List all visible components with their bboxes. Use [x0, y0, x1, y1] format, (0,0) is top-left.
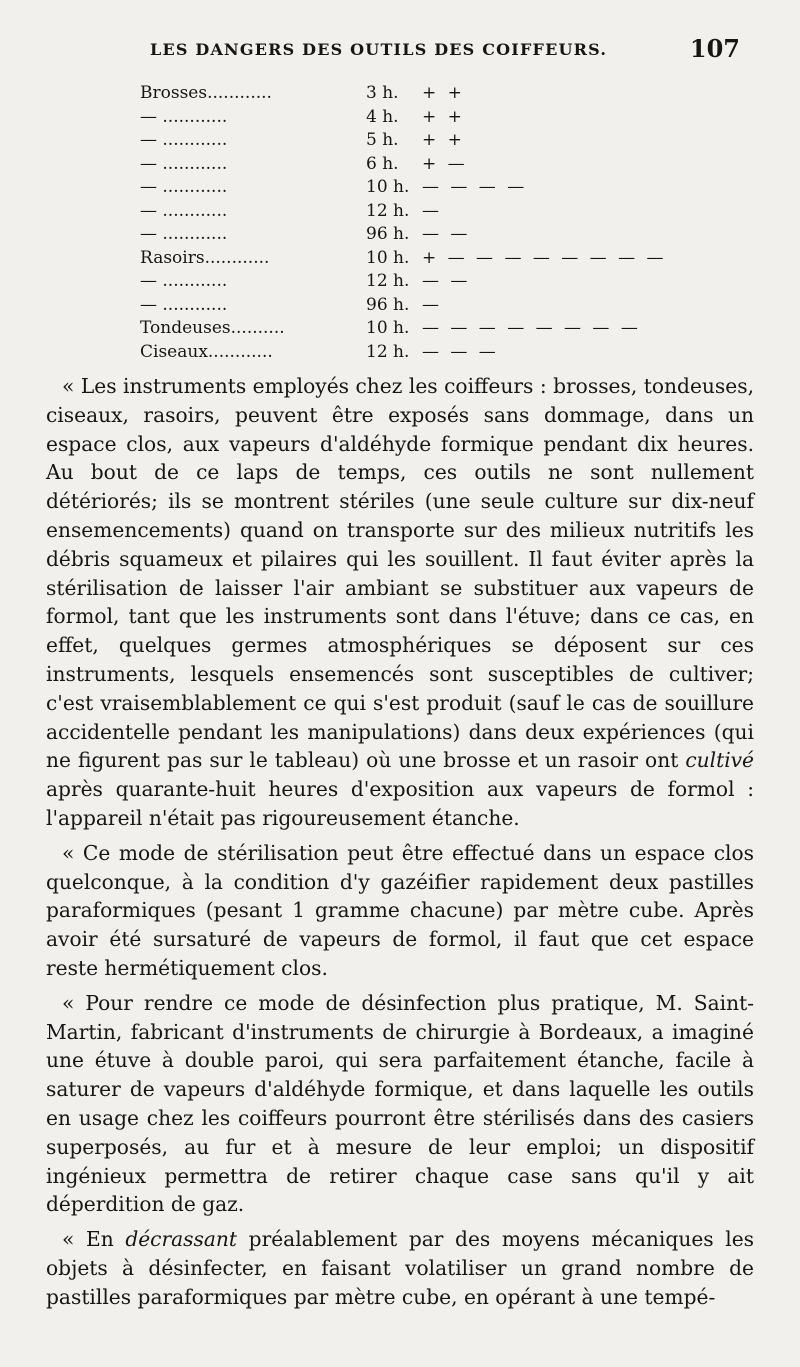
culture-outcome: + + [422, 83, 465, 103]
result-row [140, 223, 700, 247]
exposure-duration: 10 h. [366, 177, 410, 197]
instrument-name: — ............ [140, 224, 228, 244]
page-number: 107 [689, 34, 740, 63]
body-text [46, 372, 754, 1312]
exposure-duration: 12 h. [366, 341, 410, 362]
result-row [140, 176, 700, 200]
instrument-name: — ............ [140, 153, 228, 174]
paragraph [46, 372, 754, 833]
exposure-duration: 96 h. [366, 224, 410, 244]
instrument-name: — ............ [140, 177, 228, 197]
result-row [140, 270, 700, 294]
exposure-duration: 5 h. [366, 130, 399, 150]
paragraph: « Ce mode de stérilisation peut être effectué dans un espace clos quelconque, à la condition d'y gazéifier rapidement deux pastilles paraformiques (pesant 1 gramme chacune) par mètre cube. Après avoir été sursaturé de vapeurs de formol, il faut que cet espace reste hermétiquement clos. [46, 840, 754, 980]
page-header [150, 34, 740, 68]
culture-outcome: — — [422, 224, 471, 244]
running-head: LES DANGERS DES OUTILS DES COIFFEURS. [150, 40, 608, 59]
exposure-duration: 4 h. [366, 106, 399, 127]
result-row [140, 247, 700, 271]
instrument-name: — ............ [140, 294, 228, 315]
instrument-name: Tondeuses.......... [140, 318, 285, 338]
result-row [140, 129, 700, 153]
result-row [140, 82, 700, 106]
instrument-name: Ciseaux............ [140, 341, 273, 362]
result-row [140, 317, 700, 341]
exposure-duration: 12 h. [366, 200, 410, 221]
instrument-name: — ............ [140, 130, 228, 150]
paragraph-text: préalablement par des moyens mécaniques les objets à désinfecter, en faisant volatiliser un grand nombre de pastilles paraformiques par mètre cube, en opérant à une tempé- [46, 1227, 754, 1309]
culture-outcome: — [422, 294, 442, 315]
paragraph-text: « Les instruments employés chez les coiffeurs : brosses, tondeuses, ciseaux, rasoirs, peuvent être exposés sans dommage, dans un espace clos, aux vapeurs d'aldéhyde formique pendant dix heures. Au bout de ce laps de temps, ces outils ne sont nullement détériorés; ils se montrent stériles (une seule culture sur dix-neuf ensemencements) quand on transporte sur des milieux nutritifs les débris squameux et pilaires qui les souillent. Il faut éviter après la stérilisation de laisser l'air ambiant se substituer aux vapeurs de formol, tant que les instruments sont dans l'étuve; dans ce cas, en effet, quelques germes atmosphériques se déposent sur ces instruments, lesquels ensemencés sont susceptibles de cultiver; c'est vraisemblablement ce qui s'est produit (sauf le cas de souillure accidentelle pendant les manipulations) dans deux expériences (qui ne figurent pas sur le tableau) où une brosse et un rasoir ont [46, 374, 754, 773]
result-row [140, 341, 700, 365]
culture-outcome: — — [422, 271, 471, 291]
culture-outcome: — — — [422, 341, 499, 362]
result-row [140, 200, 700, 224]
result-row [140, 294, 700, 318]
result-row [140, 153, 700, 177]
exposure-duration: 96 h. [366, 294, 410, 315]
culture-outcome: — — — — — — — — [422, 318, 641, 338]
culture-outcome: — — — — [422, 177, 528, 197]
instrument-name: — ............ [140, 271, 228, 291]
paragraph [46, 1225, 754, 1311]
instrument-name: Rasoirs............ [140, 247, 270, 268]
exposure-duration: 6 h. [366, 153, 399, 174]
culture-outcome: + — [422, 153, 468, 174]
culture-outcome: + — — — — — — — — [422, 247, 667, 268]
sterilization-results-table [140, 82, 700, 364]
result-row [140, 106, 700, 130]
paragraph: « Pour rendre ce mode de désinfection plus pratique, M. Saint-Martin, fabricant d'instruments de chirurgie à Bordeaux, a imaginé une étuve à double paroi, qui sera parfaitement étanche, facile à saturer de vapeurs d'aldéhyde formique, et dans laquelle les outils en usage chez les coiffeurs pourront être stérilisés dans des casiers superposés, au fur et à mesure de leur emploi; un dispositif ingénieux permettra de retirer chaque case sans qu'il y ait déperdition de gaz. [46, 990, 754, 1217]
exposure-duration: 10 h. [366, 318, 410, 338]
exposure-duration: 10 h. [366, 247, 410, 268]
exposure-duration: 12 h. [366, 271, 410, 291]
culture-outcome: — [422, 200, 442, 221]
paragraph-text: « En [62, 1227, 126, 1252]
emphasized-word: décrassant [125, 1227, 238, 1252]
culture-outcome: + + [422, 130, 465, 150]
instrument-name: — ............ [140, 106, 228, 127]
emphasized-word: cultivé [685, 748, 754, 773]
exposure-duration: 3 h. [366, 83, 399, 103]
instrument-name: Brosses............ [140, 83, 272, 103]
culture-outcome: + + [422, 106, 465, 127]
paragraph-text: après quarante-huit heures d'exposition aux vapeurs de formol : l'appareil n'était pas rigoureusement étanche. [46, 777, 754, 830]
instrument-name: — ............ [140, 200, 228, 221]
